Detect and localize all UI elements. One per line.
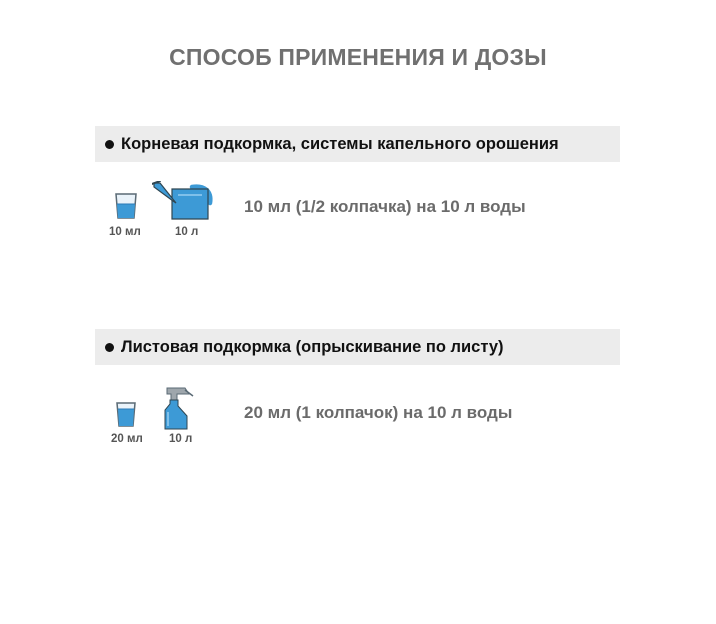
dose-text: 20 мл (1 колпачок) на 10 л воды xyxy=(244,403,513,422)
tool-volume-label: 10 л xyxy=(175,226,199,238)
bullet-icon xyxy=(105,343,114,352)
cap-volume-label: 10 мл xyxy=(109,226,141,238)
watering-can-icon xyxy=(152,181,216,221)
tool-volume-label: 10 л xyxy=(169,433,193,445)
dose-text: 10 мл (1/2 колпачка) на 10 л воды xyxy=(244,197,526,216)
section-heading-root-feeding xyxy=(95,126,620,162)
cap-volume-label: 20 мл xyxy=(111,433,143,445)
bullet-icon xyxy=(105,140,114,149)
page-title: СПОСОБ ПРИМЕНЕНИЯ И ДОЗЫ xyxy=(169,44,547,70)
spray-bottle-icon xyxy=(163,386,197,430)
section-heading-foliar-feeding xyxy=(95,329,620,365)
measuring-cup-icon xyxy=(113,192,139,220)
section-heading-text: Листовая подкормка (опрыскивание по листу) xyxy=(121,337,504,356)
section-heading-text: Корневая подкормка, системы капельного орошения xyxy=(121,134,559,153)
measuring-cup-icon xyxy=(115,401,137,428)
